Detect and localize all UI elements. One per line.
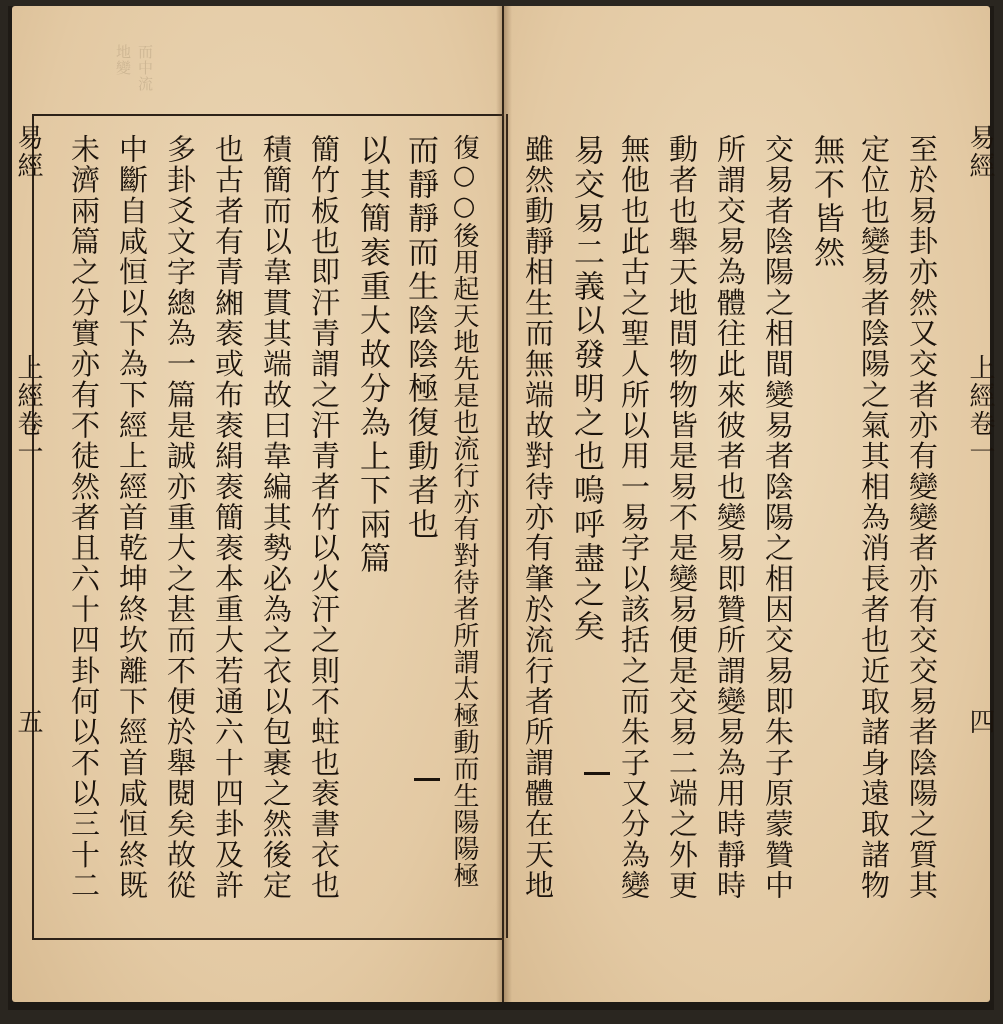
right-margin-title: 易經 xyxy=(965,124,995,180)
text-column-7: 無他也此古之聖人所以用一易字以該括之而朱子又分為變 xyxy=(617,134,651,901)
text-column-9: 雖然動靜相生而無端故對待亦有肇於流行者所謂體在天地 xyxy=(521,134,555,901)
bleed-through-text: 而中流地變 xyxy=(114,44,154,92)
text-column-2: 定位也變易者陰陽之氣其相為消長者也近取諸身遠取諸物 xyxy=(857,134,891,901)
book-spread xyxy=(8,6,994,1010)
text-column-8: 中斷自咸恒以下為下經上經首乾坤終坎離下經首咸恒終既 xyxy=(115,134,149,901)
text-column-7: 多卦爻文字總為一篇是誠亦重大之甚而不便於舉閱矣故從 xyxy=(163,134,197,901)
left-margin-title: 易經 xyxy=(13,124,43,180)
right-margin-page-number: 四 xyxy=(965,708,995,736)
text-column-5: 積簡而以韋貫其端故曰韋編其勢必為之衣以包裹之然後定 xyxy=(259,134,293,901)
left-page xyxy=(12,6,502,1002)
left-margin-subtitle: 上經卷一 xyxy=(13,354,43,466)
left-margin-page-number: 五 xyxy=(13,708,43,736)
text-column-5: 所謂交易為體往此來彼者也變易即贊所謂變易為用時靜時 xyxy=(713,134,747,901)
text-column-9: 未濟兩篇之分實亦有不徒然者且六十四卦何以不以三十二 xyxy=(67,134,101,901)
text-column-8: 易交易二義以發明之也嗚呼盡之矣 xyxy=(568,134,604,644)
text-column-1: 至於易卦亦然又交者亦有變變者亦有交交易者陰陽之質其 xyxy=(905,134,939,901)
text-column-6: 動者也舉天地間物物皆是易不是變易便是交易二端之外更 xyxy=(665,134,699,901)
text-column-4: 簡竹板也即汗青謂之汗青者竹以火汗之則不蛀也袠書衣也 xyxy=(307,134,341,901)
text-column-4: 交易者陰陽之相間變易者陰陽之相因交易即朱子原蒙贊中 xyxy=(761,134,795,901)
right-margin-subtitle: 上經卷一 xyxy=(965,354,995,466)
section-dash xyxy=(414,778,440,781)
book-gutter xyxy=(496,6,512,1002)
section-dash xyxy=(584,772,610,775)
right-page xyxy=(504,6,995,1002)
text-column-6: 也古者有青緗袠或布袠絹袠簡袠本重大若通六十四卦及許 xyxy=(211,134,245,901)
text-column-2: 而靜靜而生陰陰極復動者也 xyxy=(402,134,438,542)
text-column-3: 以其簡袠重大故分為上下兩篇 xyxy=(354,134,390,576)
text-column-3: 無不皆然 xyxy=(808,134,844,270)
text-column-1: 復○○後用起天地先是也流行亦有對待者所謂太極動而生陽陽極 xyxy=(449,134,479,889)
